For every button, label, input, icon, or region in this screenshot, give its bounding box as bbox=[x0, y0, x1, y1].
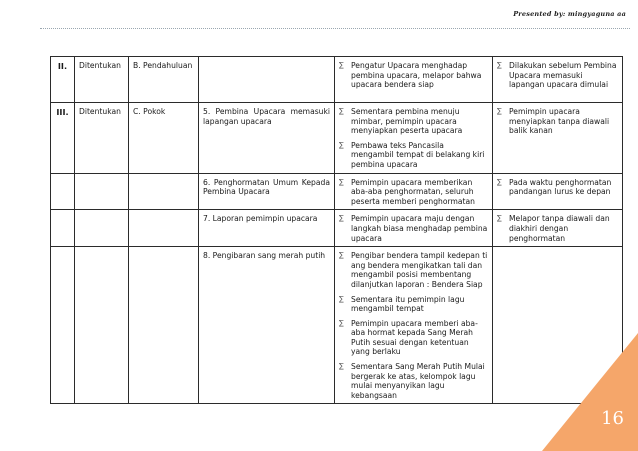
table-row bbox=[51, 103, 623, 174]
list-item bbox=[339, 61, 488, 90]
response-cell bbox=[493, 210, 623, 247]
bullet-text: Sementara Sang Merah Putih Mulai bergerak ke atas, kelompok lagu mulai menyanyikan lagu kebangsaan bbox=[351, 362, 485, 400]
bullet-icon: ∑ bbox=[339, 177, 344, 186]
row-number bbox=[51, 173, 75, 210]
list-item bbox=[339, 362, 488, 400]
ceremony-table bbox=[50, 56, 623, 404]
response-cell bbox=[493, 173, 623, 210]
status-cell: Ditentukan bbox=[75, 103, 129, 174]
response-cell bbox=[493, 57, 623, 103]
bullet-icon: ∑ bbox=[339, 140, 344, 149]
action-cell bbox=[335, 173, 493, 210]
row-number bbox=[51, 210, 75, 247]
bullet-icon: ∑ bbox=[339, 318, 344, 327]
list-item bbox=[339, 295, 488, 314]
bullet-text: Melapor tanpa diawali dan diakhiri dengan penghormatan bbox=[509, 214, 610, 243]
bullet-icon: ∑ bbox=[339, 294, 344, 303]
response-cell bbox=[493, 103, 623, 174]
list-item bbox=[339, 141, 488, 170]
list-item bbox=[339, 214, 488, 243]
status-cell bbox=[75, 247, 129, 404]
list-item bbox=[497, 107, 618, 136]
row-number: III. bbox=[51, 103, 75, 174]
list-item bbox=[497, 61, 618, 90]
page-corner-decoration bbox=[542, 333, 638, 451]
bullet-text: Pemimpin upacara memberikan aba-aba penghormatan, seluruh peserta memberi penghormatan bbox=[351, 177, 475, 206]
header-rule bbox=[40, 28, 630, 29]
row-number: II. bbox=[51, 57, 75, 103]
action-cell bbox=[335, 247, 493, 404]
step-cell: 8. Pengibaran sang merah putih bbox=[199, 247, 335, 404]
corner-triangle bbox=[542, 333, 638, 451]
bullet-icon: ∑ bbox=[497, 61, 502, 69]
list-item bbox=[339, 178, 488, 207]
list-item bbox=[497, 178, 618, 197]
step-cell: 7. Laporan pemimpin upacara bbox=[199, 210, 335, 247]
bullet-text: Sementara pembina menuju mimbar, pemimpin upacara menyiapkan peserta upacara bbox=[351, 107, 463, 136]
table-row bbox=[51, 247, 623, 404]
bullet-icon: ∑ bbox=[339, 362, 344, 371]
bullet-icon: ∑ bbox=[339, 107, 344, 115]
stage-cell bbox=[129, 210, 199, 247]
status-cell bbox=[75, 173, 129, 210]
bullet-text: Sementara itu pemimpin lagu mengambil tempat bbox=[351, 294, 465, 314]
stage-cell: C. Pokok bbox=[129, 103, 199, 174]
status-cell: Ditentukan bbox=[75, 57, 129, 103]
bullet-icon: ∑ bbox=[497, 214, 502, 223]
bullet-text: Pada waktu penghormatan pandangan lurus ke depan bbox=[509, 177, 612, 197]
bullet-text: Pemimpin upacara menyiapkan tanpa diawali balik kanan bbox=[509, 107, 610, 136]
action-cell bbox=[335, 210, 493, 247]
page-number: 16 bbox=[601, 408, 624, 429]
list-item bbox=[339, 319, 488, 357]
action-cell bbox=[335, 57, 493, 103]
bullet-icon: ∑ bbox=[339, 251, 344, 260]
row-number bbox=[51, 247, 75, 404]
table-row bbox=[51, 57, 623, 103]
stage-cell bbox=[129, 247, 199, 404]
status-cell bbox=[75, 210, 129, 247]
bullet-icon: ∑ bbox=[339, 214, 344, 223]
step-cell: 5. Pembina Upacara memasuki lapangan upacara bbox=[199, 103, 335, 174]
table-row bbox=[51, 210, 623, 247]
bullet-text: Pengibar bendera tampil kedepan ti ang bendera mengikatkan tali dan mengambil posisi membentang dilanjutkan laporan : Bendera Siap bbox=[351, 251, 488, 289]
bullet-text: Pembawa teks Pancasila mengambil tempat di belakang kiri pembina upacara bbox=[351, 140, 485, 169]
step-cell bbox=[199, 57, 335, 103]
bullet-text: Pengatur Upacara menghadap pembina upacara, melapor bahwa upacara bendera siap bbox=[351, 61, 482, 90]
bullet-text: Dilakukan sebelum Pembina Upacara memasuki lapangan upacara dimulai bbox=[509, 61, 617, 90]
list-item bbox=[497, 214, 618, 243]
action-cell bbox=[335, 103, 493, 174]
step-cell: 6. Penghormatan Umum Kepada Pembina Upacara bbox=[199, 173, 335, 210]
list-item bbox=[339, 251, 488, 289]
bullet-text: Pemimpin upacara memberi aba-aba hormat kepada Sang Merah Putih sesuai dengan ketentuan yang berlaku bbox=[351, 318, 478, 357]
bullet-text: Pemimpin upacara maju dengan langkah biasa menghadap pembina upacara bbox=[351, 214, 488, 243]
presented-by-label: Presented by: mingyaguna aa bbox=[513, 10, 626, 18]
stage-cell bbox=[129, 173, 199, 210]
stage-cell: B. Pendahuluan bbox=[129, 57, 199, 103]
bullet-icon: ∑ bbox=[497, 177, 502, 186]
bullet-icon: ∑ bbox=[339, 61, 344, 69]
table-row bbox=[51, 173, 623, 210]
list-item bbox=[339, 107, 488, 136]
bullet-icon: ∑ bbox=[497, 107, 502, 115]
